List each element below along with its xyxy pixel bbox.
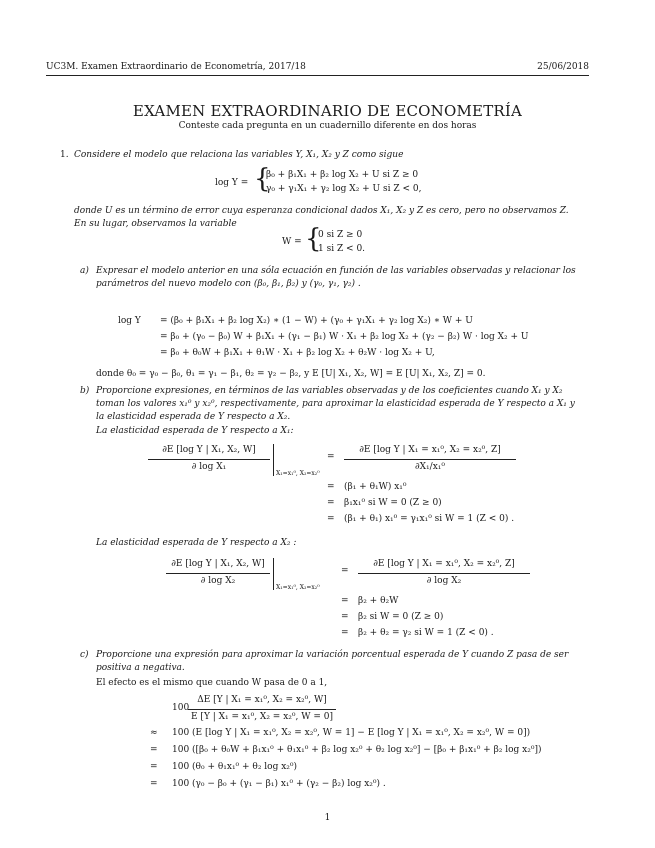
- x2-step-2: β₂ si W = 0 (Z ≥ 0): [358, 612, 444, 622]
- part-c-text-1: Proporcione una expresión para aproximar la variación porcentual esperada de Y cuando Z pasa de ser: [96, 650, 569, 660]
- page-subtitle: Conteste cada pregunta en un cuadernillo diferente en dos horas: [178, 121, 477, 131]
- w-case-1: 0 si Z ≥ 0: [318, 230, 363, 240]
- x1-rhs-numerator: ∂E [log Y | X₁ = x₁⁰, X₂ = x₂⁰, Z]: [359, 445, 501, 455]
- header-left: UC3M. Examen Extraordinario de Econometría, 2017/18: [46, 62, 306, 72]
- question-intro: Considere el modelo que relaciona las variables Y, X₁, X₂ y Z como sigue: [74, 150, 404, 160]
- x1-equals-sign: =: [327, 514, 335, 524]
- part-c-equals-sign: =: [150, 745, 158, 755]
- elasticity-x1-heading: La elasticidad esperada de Y respecto a X₁:: [96, 426, 294, 436]
- part-c-equals-sign: =: [150, 762, 158, 772]
- part-c-label: c): [80, 650, 89, 660]
- x2-step-3: β₂ + θ₂ = γ₂ si W = 1 (Z < 0) .: [358, 628, 494, 638]
- x1-equals-sign: =: [327, 482, 335, 492]
- part-b-text-2: toman los valores x₁⁰ y x₂⁰, respectivamente, para aproximar la elasticidad esperada de Y respecto a X₁ y: [96, 399, 575, 409]
- model-case-2: γ₀ + γ₁X₁ + γ₂ log X₂ + U si Z < 0,: [266, 184, 422, 194]
- part-c-denominator: E [Y | X₁ = x₁⁰, X₂ = x₂⁰, W = 0]: [191, 712, 333, 722]
- part-c-equals-sign: =: [150, 779, 158, 789]
- x2-equals-sign: =: [341, 596, 349, 606]
- part-b-text-3: la elasticidad esperada de Y respecto a X₂.: [96, 412, 291, 422]
- elasticity-x2-heading: La elasticidad esperada de Y respecto a X₂ :: [96, 538, 297, 548]
- part-a-text-1: Expresar el modelo anterior en una sóla ecuación en función de las variables observadas y relacionar los: [96, 266, 576, 276]
- w-case-2: 1 si Z < 0.: [318, 244, 366, 254]
- part-c-numerator: ΔE [Y | X₁ = x₁⁰, X₂ = x₂⁰, W]: [197, 695, 327, 705]
- x1-lhs-denominator: ∂ log X₁: [191, 462, 227, 472]
- model-desc-line-2: En su lugar, observamos la variable: [74, 219, 237, 229]
- part-a-where: donde θ₀ = γ₀ − β₀, θ₁ = γ₁ − β₁, θ₂ = γ₂ − β₂, y E [U| X₁, X₂, W] = E [U| X₁, X₂, Z] = 0.: [96, 369, 486, 379]
- x2-rhs-fraction-bar: [358, 573, 530, 574]
- x1-equals-sign: =: [327, 498, 335, 508]
- page-number: 1: [324, 813, 331, 823]
- x2-equals-sign: =: [341, 612, 349, 622]
- x1-step-1: (β₁ + θ₁W) x₁⁰: [344, 482, 407, 492]
- part-c-step-3: 100 (θ₀ + θ₁x₁⁰ + θ₂ log x₂⁰): [172, 762, 298, 772]
- x2-evaluation-point: X₁=x₁⁰, X₂=x₂⁰: [276, 584, 320, 591]
- part-b-label: b): [80, 386, 90, 396]
- part-b-text-1: Proporcione expresiones, en términos de las variables observadas y de los coeficientes cuando X₁ y X₂: [96, 386, 563, 396]
- part-a-eq-1: = (β₀ + β₁X₁ + β₂ log X₂) ∗ (1 − W) + (γ₀ + γ₁X₁ + γ₂ log X₂) ∗ W + U: [160, 316, 473, 326]
- part-a-eq-2: = β₀ + (γ₀ − β₀) W + β₁X₁ + (γ₁ − β₁) W · X₁ + β₂ log X₂ + (γ₂ − β₂) W · log X₂ + U: [160, 332, 529, 342]
- x2-lhs-numerator: ∂E [log Y | X₁, X₂, W]: [171, 559, 265, 569]
- x1-lhs-fraction-bar: [148, 459, 270, 460]
- x2-equals-sign: =: [341, 566, 349, 576]
- x2-evaluation-bar: [273, 558, 274, 590]
- x2-equals-sign: =: [341, 628, 349, 638]
- w-brace: {: [305, 224, 322, 254]
- w-lhs: W =: [282, 237, 302, 247]
- x1-rhs-denominator: ∂X₁/x₁⁰: [415, 462, 445, 472]
- part-c-step-1: 100 (E [log Y | X₁ = x₁⁰, X₂ = x₂⁰, W = 1] − E [log Y | X₁ = x₁⁰, X₂ = x₂⁰, W = 0]): [172, 728, 531, 738]
- x2-rhs-numerator: ∂E [log Y | X₁ = x₁⁰, X₂ = x₂⁰, Z]: [373, 559, 515, 569]
- x1-evaluation-point: X₁=x₁⁰, X₂=x₂⁰: [276, 470, 320, 477]
- model-lhs: log Y =: [215, 178, 249, 188]
- part-a-eq-3: = β₀ + θ₀W + β₁X₁ + θ₁W · X₁ + β₂ log X₂ + θ₂W · log X₂ + U,: [160, 348, 435, 358]
- part-c-step-4: 100 (γ₀ − β₀ + (γ₁ − β₁) x₁⁰ + (γ₂ − β₂) log x₂⁰) .: [172, 779, 386, 789]
- part-c-effect: El efecto es el mismo que cuando W pasa de 0 a 1,: [96, 678, 328, 688]
- x2-step-1: β₂ + θ₂W: [358, 596, 399, 606]
- model-desc-line-1: donde U es un término de error cuya esperanza condicional dados X₁, X₂ y Z es cero, pero no observamos Z.: [74, 206, 569, 216]
- part-a-eq-lhs: log Y: [118, 316, 141, 326]
- question-number: 1.: [60, 150, 69, 160]
- part-c-text-2: positiva a negativa.: [96, 663, 185, 673]
- part-a-label: a): [80, 266, 89, 276]
- x1-lhs-numerator: ∂E [log Y | X₁, X₂, W]: [162, 445, 256, 455]
- x1-rhs-fraction-bar: [344, 459, 516, 460]
- header-date: 25/06/2018: [537, 62, 589, 72]
- x2-rhs-denominator: ∂ log X₂: [426, 576, 462, 586]
- x2-lhs-denominator: ∂ log X₂: [200, 576, 236, 586]
- page-title: EXAMEN EXTRAORDINARIO DE ECONOMETRÍA: [132, 102, 523, 120]
- x1-step-3: (β₁ + θ₁) x₁⁰ = γ₁x₁⁰ si W = 1 (Z < 0) .: [344, 514, 515, 524]
- x1-evaluation-bar: [273, 444, 274, 476]
- part-c-prefix: 100: [172, 703, 190, 713]
- model-case-1: β₀ + β₁X₁ + β₂ log X₂ + U si Z ≥ 0: [266, 170, 419, 180]
- part-c-approx-sign: ≈: [150, 728, 158, 738]
- part-c-step-2: 100 ([β₀ + θ₀W + β₁x₁⁰ + θ₁x₁⁰ + β₂ log x₂⁰ + θ₂ log x₂⁰] − [β₀ + β₁x₁⁰ + β₂ log x₂⁰]): [172, 745, 542, 755]
- model-brace: {: [254, 164, 271, 194]
- header-rule: [46, 75, 589, 76]
- part-a-text-2: parámetros del nuevo modelo con (β₀, β₁, β₂) y (γ₀, γ₁, γ₂) .: [96, 279, 361, 289]
- x1-step-2: β₁x₁⁰ si W = 0 (Z ≥ 0): [344, 498, 442, 508]
- part-c-fraction-bar: [188, 709, 336, 710]
- x1-equals-sign: =: [327, 452, 335, 462]
- x2-lhs-fraction-bar: [166, 573, 270, 574]
